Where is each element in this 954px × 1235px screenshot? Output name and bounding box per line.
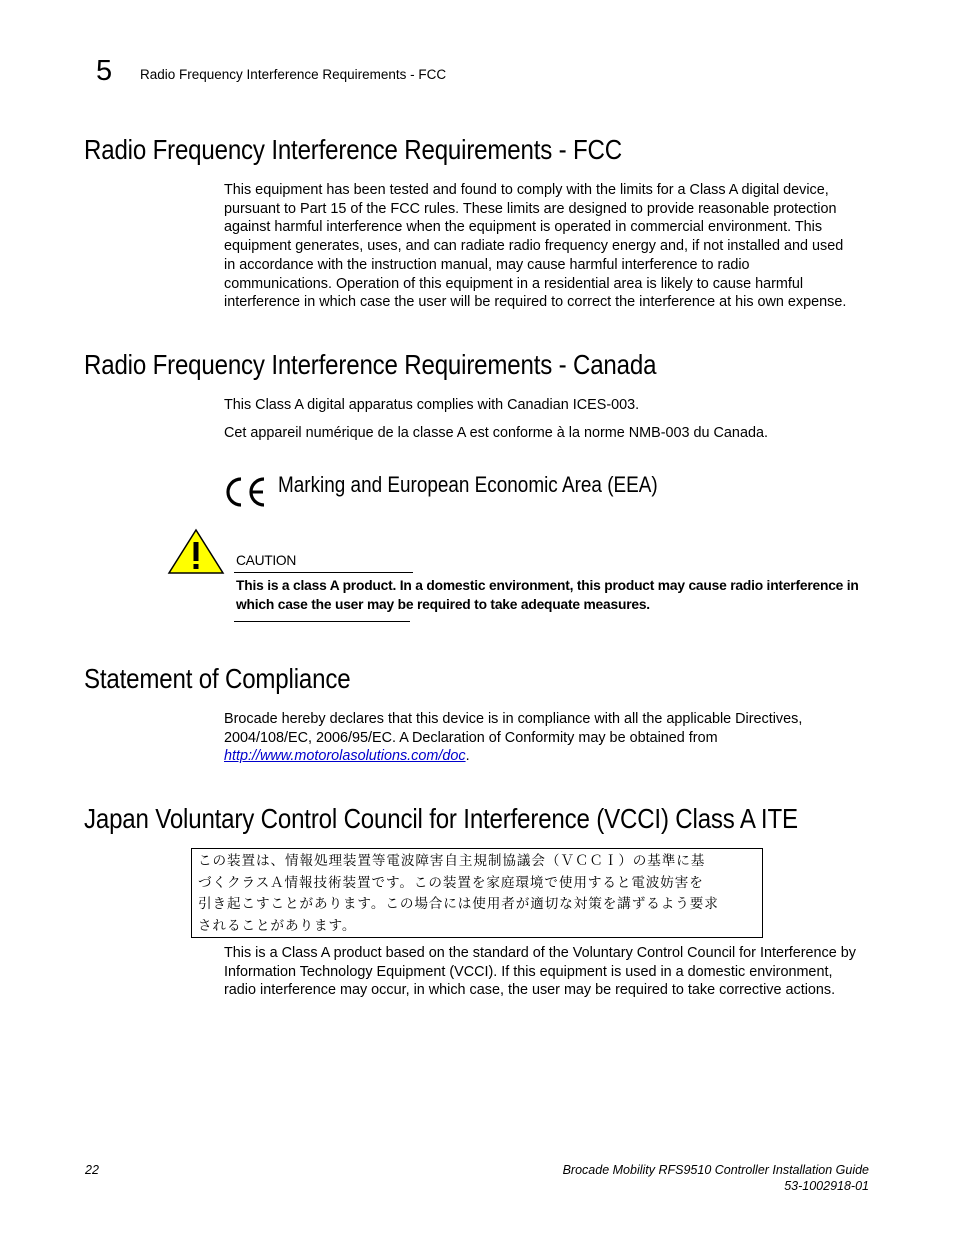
caution-bottom-rule [234, 621, 410, 622]
jp-text-line: づくクラスＡ情報技術装置です。この装置を家庭環境で使用すると電波妨害を [198, 874, 704, 891]
fcc-paragraph [224, 181, 884, 312]
text-line: against harmful interference when the equipment is operated in commercial environment. This [224, 219, 823, 236]
section-title-vcci: Japan Voluntary Control Council for Interference (VCCI) Class A ITE [84, 803, 798, 834]
text-line: in accordance with the instruction manual, may cause harmful interference to radio [224, 256, 750, 273]
text-line [224, 747, 884, 766]
text-line: equipment generates, uses, and can radiate radio frequency energy and, if not installed and used [224, 238, 844, 255]
ce-mark-icon [222, 474, 268, 510]
chapter-number: 5 [96, 55, 113, 87]
section-title-compliance: Statement of Compliance [84, 663, 351, 694]
canada-paragraph-2: Cet appareil numérique de la classe A est conforme à la norme NMB-003 du Canada. [224, 425, 768, 441]
text-line: 2004/108/EC, 2006/95/EC. A Declaration of Conformity may be obtained from [224, 729, 718, 746]
compliance-paragraph [224, 710, 884, 766]
vcci-paragraph [224, 944, 884, 1000]
doc-link[interactable]: http://www.motorolasolutions.com/doc [224, 748, 466, 765]
section-title-canada: Radio Frequency Interference Requirements - Canada [84, 349, 657, 380]
footer-guide-title: Brocade Mobility RFS9510 Controller Installation Guide [562, 1163, 869, 1177]
jp-text-line: この装置は、情報処理装置等電波障害自主規制協議会（ＶＣＣＩ）の基準に基 [198, 853, 706, 869]
text-line: This is a Class A product based on the standard of the Voluntary Control Council for Interference by [224, 945, 856, 961]
text-line: Information Technology Equipment (VCCI). If this equipment is used in a domestic environment, [224, 963, 833, 980]
subsection-title-eea: Marking and European Economic Area (EEA) [278, 472, 658, 497]
text-line: pursuant to Part 15 of the FCC rules. These limits are designed to provide reasonable protection [224, 200, 837, 217]
vcci-japanese-box [191, 848, 763, 938]
caution-top-rule [234, 572, 413, 573]
text-line: communications. Operation of this equipment in a residential area is likely to cause harmful [224, 275, 804, 292]
caution-text [236, 576, 886, 614]
jp-text-line: されることがあります。 [198, 917, 357, 934]
running-header: Radio Frequency Interference Requirements - FCC [140, 67, 447, 82]
canada-paragraph-1: This Class A digital apparatus complies with Canadian ICES-003. [224, 397, 640, 413]
text-line: Brocade hereby declares that this device is in compliance with all the applicable Directives, [224, 711, 803, 727]
section-title-fcc: Radio Frequency Interference Requirements - FCC [84, 134, 622, 165]
text-line: radio interference may occur, in which case, the user may be required to take corrective actions. [224, 982, 836, 999]
text-line: interference in which case the user will be required to correct the interference at his own expense. [224, 294, 847, 311]
jp-text-line: 引き起こすことがあります。この場合には使用者が適切な対策を講ずるよう要求 [198, 896, 719, 912]
caution-label: CAUTION [236, 553, 296, 568]
link-suffix: . [465, 748, 470, 765]
footer-doc-number: 53-1002918-01 [784, 1179, 869, 1193]
page-number: 22 [85, 1163, 99, 1177]
text-line: This is a class A product. In a domestic environment, this product may cause radio interference in [236, 578, 859, 593]
text-line: This equipment has been tested and found to comply with the limits for a Class A digital device, [224, 182, 829, 198]
caution-triangle-icon [166, 528, 226, 576]
text-line: which case the user may be required to take adequate measures. [236, 597, 650, 612]
